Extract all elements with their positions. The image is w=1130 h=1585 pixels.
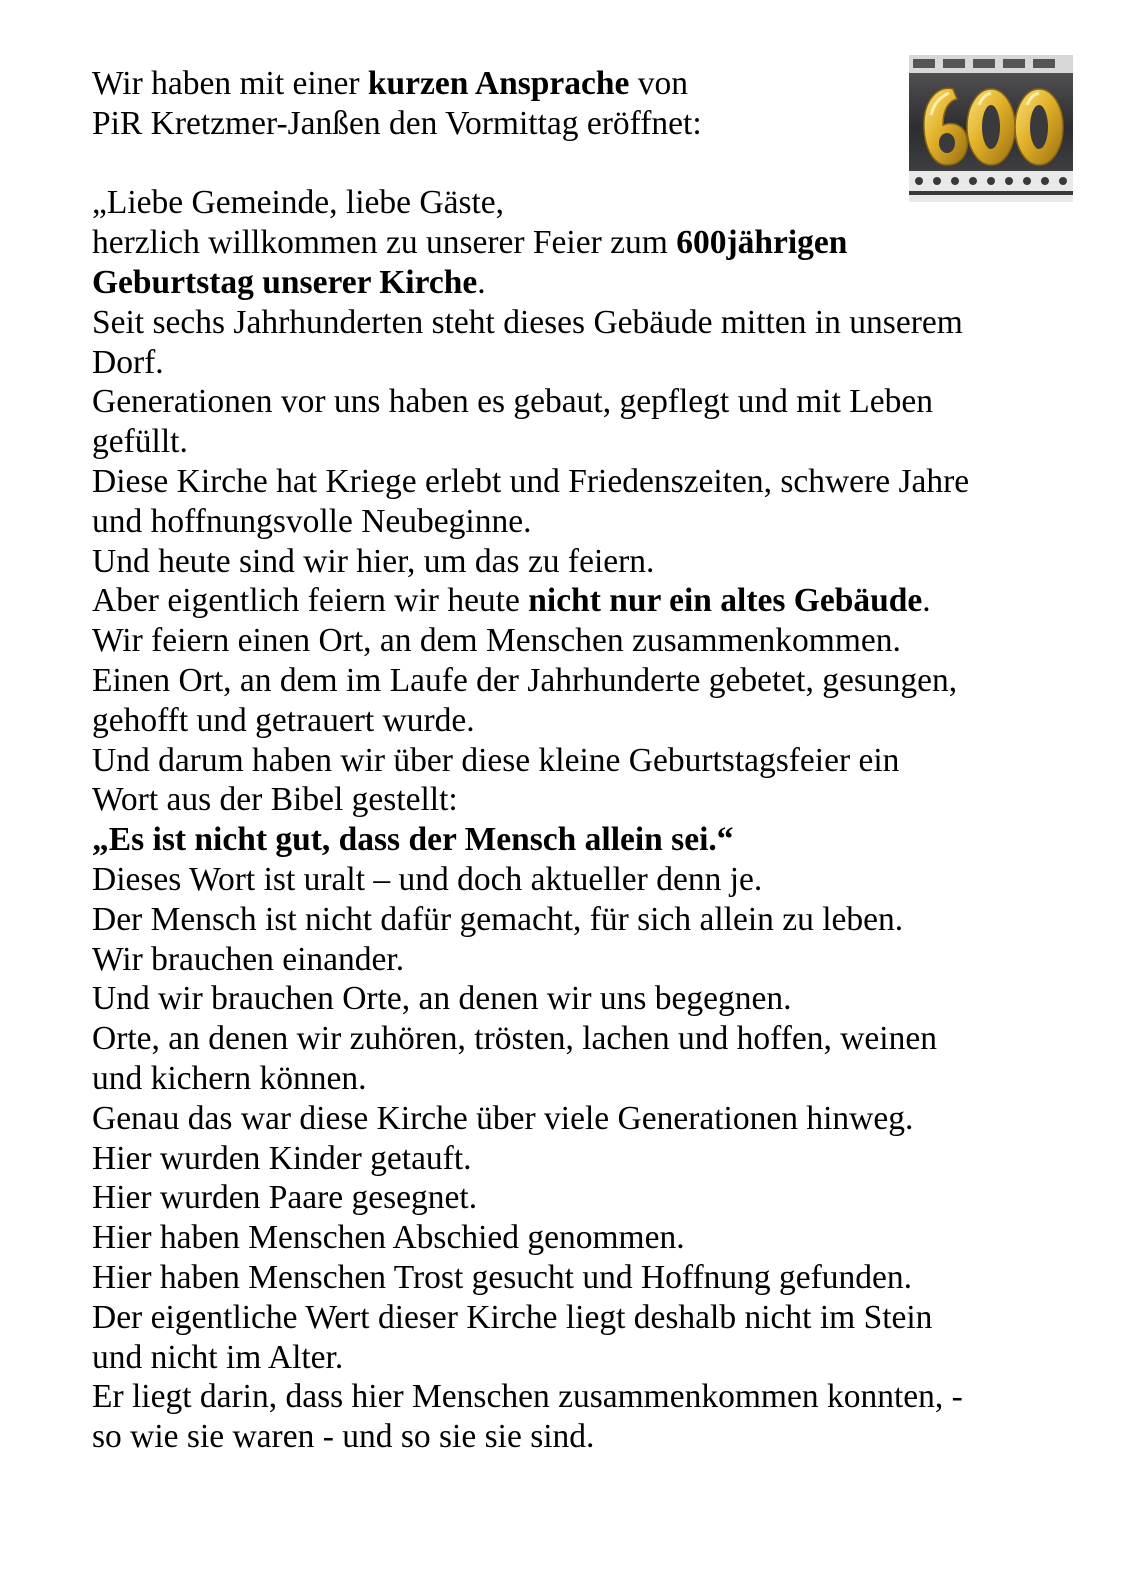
speech-line: Wir feiern einen Ort, an dem Menschen zusammenkommen. [92,622,901,660]
speech-line: Wort aus der Bibel gestellt: [92,781,458,819]
speech-line: und kichern können. [92,1059,367,1097]
bible-quote: „Es ist nicht gut, dass der Mensch allein sei.“ [92,821,734,859]
speech-line: Hier haben Menschen Trost gesucht und Hoffnung gefunden. [92,1258,912,1296]
speech-line: Und wir brauchen Orte, an denen wir uns begegnen. [92,980,792,1018]
speech-line: „Liebe Gemeinde, liebe Gäste, [92,184,505,222]
speech-line: Genau das war diese Kirche über viele Generationen hinweg. [92,1099,914,1137]
speech-text [92,64,1052,1457]
blank-line [92,144,1052,184]
speech-line: und nicht im Alter. [92,1338,344,1376]
speech-line: Dieses Wort ist uralt – und doch aktueller denn je. [92,860,763,898]
speech-line: Einen Ort, an dem im Laufe der Jahrhunderte gebetet, gesungen, [92,661,958,699]
bold-phrase: kurzen Ansprache [367,65,630,102]
speech-line: Geburtstag unserer Kirche. [92,263,486,301]
speech-line: Orte, an denen wir zuhören, trösten, lachen und hoffen, weinen [92,1020,937,1058]
intro-line-1: Wir haben mit einer kurzen Ansprache von [92,65,688,102]
speech-line: Dorf. [92,343,164,381]
intro-line-2: PiR Kretzmer-Janßen den Vormittag eröffnet: [92,104,702,142]
speech-line: Diese Kirche hat Kriege erlebt und Friedenszeiten, schwere Jahre [92,462,970,500]
speech-line: Und heute sind wir hier, um das zu feiern. [92,542,655,580]
speech-line: Hier wurden Paare gesegnet. [92,1179,478,1217]
speech-line: und hoffnungsvolle Neubeginne. [92,502,532,540]
speech-line: Er liegt darin, dass hier Menschen zusammenkommen konnten, - [92,1378,963,1416]
speech-line: Seit sechs Jahrhunderten steht dieses Gebäude mitten in unserem [92,303,963,341]
speech-line: Der eigentliche Wert dieser Kirche liegt deshalb nicht im Stein [92,1298,933,1336]
speech-line: Der Mensch ist nicht dafür gemacht, für sich allein zu leben. [92,900,904,938]
bold-phrase: Geburtstag unserer Kirche [92,263,478,301]
speech-line: Wir brauchen einander. [92,940,405,978]
speech-line: gefüllt. [92,423,188,461]
bold-phrase: 600jährigen [676,224,848,262]
speech-line: Und darum haben wir über diese kleine Geburtstagsfeier ein [92,741,900,779]
speech-line: herzlich willkommen zu unserer Feier zum 600jährigen [92,224,848,262]
speech-line: gehofft und getrauert wurde. [92,701,475,739]
speech-line: so wie sie waren - und so sie sie sind. [92,1418,595,1456]
speech-line: Hier wurden Kinder getauft. [92,1139,472,1177]
speech-line: Aber eigentlich feiern wir heute nicht nur ein altes Gebäude. [92,582,931,620]
bold-phrase: nicht nur ein altes Gebäude [528,582,923,620]
speech-line: Generationen vor uns haben es gebaut, gepflegt und mit Leben [92,383,933,421]
speech-line: Hier haben Menschen Abschied genommen. [92,1219,685,1257]
